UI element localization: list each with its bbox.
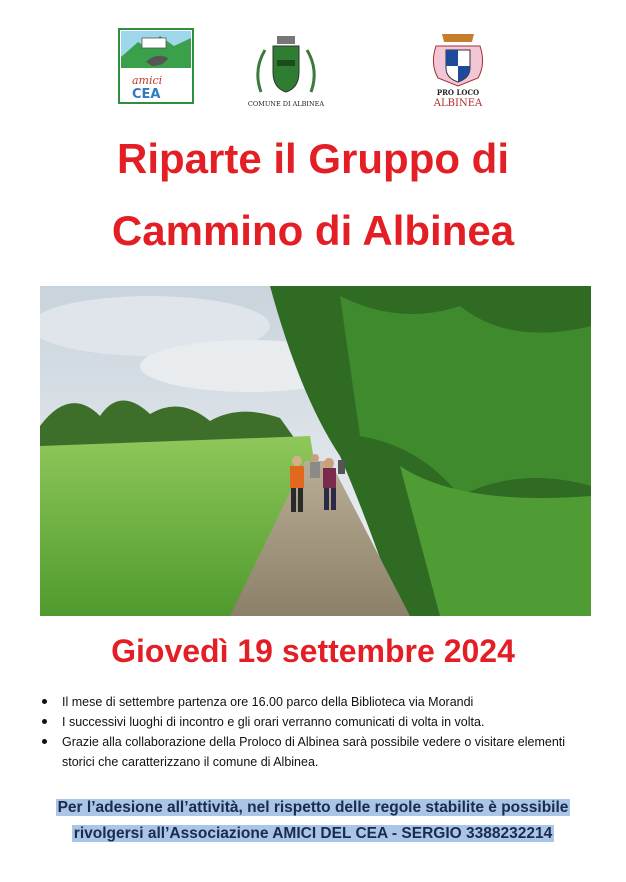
page-title-line-2: Cammino di Albinea bbox=[111, 207, 515, 254]
proloco-albinea-logo bbox=[428, 24, 488, 110]
list-item: Grazie alla collaborazione della Proloco di Albinea sarà possibile vedere o visitare elementi storici che caratterizzano il comune di Albinea. bbox=[40, 732, 600, 772]
contact-line-2: rivolgersi all’Associazione AMICI DEL CEA - SERGIO 3388232214 bbox=[73, 825, 553, 842]
info-list bbox=[40, 692, 600, 772]
event-date: Giovedì 19 settembre 2024 bbox=[111, 633, 515, 669]
comune-caption: COMUNE DI ALBINEA bbox=[247, 100, 325, 108]
proloco-caption: PRO LOCO bbox=[436, 88, 480, 97]
comune-albinea-logo bbox=[247, 32, 325, 110]
walking-path-photo bbox=[40, 286, 591, 616]
svg-text:ALBINEA: ALBINEA bbox=[433, 98, 483, 109]
contact-line-1: Per l’adesione all’attività, nel rispetto delle regole stabilite è possibile bbox=[57, 799, 569, 816]
svg-text:CEA: CEA bbox=[132, 87, 161, 102]
amici-cea-logo bbox=[118, 28, 194, 104]
list-item: I successivi luoghi di incontro e gli orari verranno comunicati di volta in volta. bbox=[40, 712, 600, 732]
page-title-line-1: Riparte il Gruppo di bbox=[116, 135, 509, 182]
list-item: Il mese di settembre partenza ore 16.00 parco della Biblioteca via Morandi bbox=[40, 692, 600, 712]
cea-logo-text: amici bbox=[132, 74, 163, 87]
contact-info bbox=[0, 795, 626, 847]
